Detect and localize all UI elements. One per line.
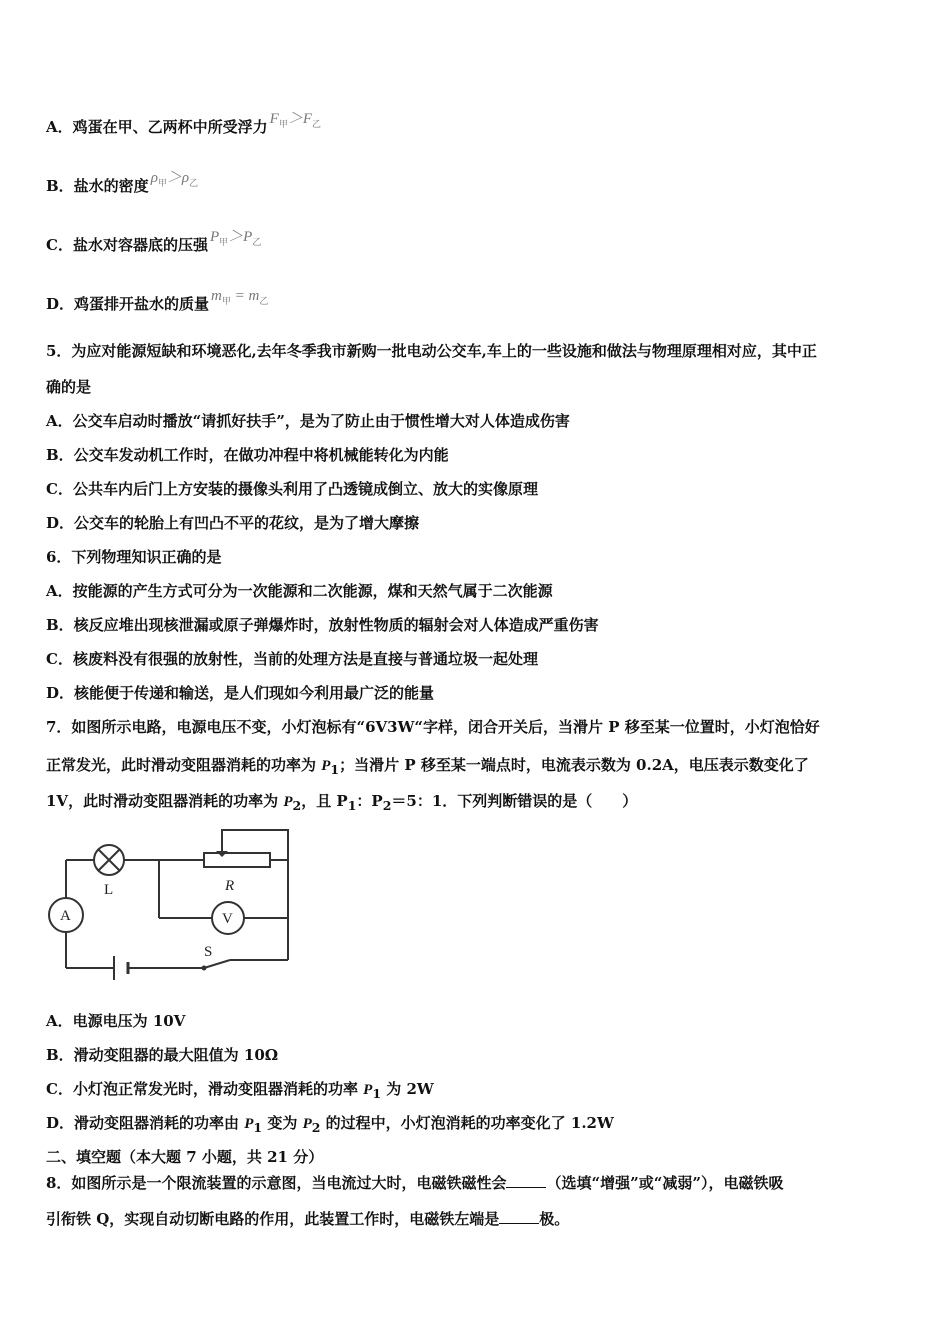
q5-option-b: B．公交车发动机工作时，在做功冲程中将机械能转化为内能: [46, 446, 449, 464]
lamp-label: L: [104, 882, 114, 898]
q6-option-b: B．核反应堆出现核泄漏或原子弹爆炸时，放射性物质的辐射会对人体造成严重伤害: [46, 616, 599, 634]
q6-stem: 6．下列物理知识正确的是: [46, 548, 222, 566]
q6-option-c: C．核废料没有很强的放射性，当前的处理方法是直接与普通垃圾一起处理: [46, 650, 538, 668]
q4-option-c-formula: $P_甲>P_乙$: [209, 229, 262, 247]
q4-option-a-formula: $F_甲>F_乙$: [269, 111, 322, 129]
q5-stem-line1: 5．为应对能源短缺和环境恶化,去年冬季我市新购一批电动公交车,车上的一些设施和做法与物理原理相对应，其中正: [46, 342, 817, 360]
q7-option-c: C．小灯泡正常发光时，滑动变阻器消耗的功率 $P_1$ 为 2W: [46, 1080, 434, 1101]
q4-option-a: A．鸡蛋在甲、乙两杯中所受浮力 $F_甲>F_乙$: [46, 111, 322, 136]
q7-option-d: D．滑动变阻器消耗的功率由 $P_1$ 变为 $P_2$ 的过程中，小灯泡消耗的功率变化了 1.2W: [46, 1114, 614, 1135]
q6-option-a: A．按能源的产生方式可分为一次能源和二次能源，煤和天然气属于二次能源: [46, 582, 553, 600]
voltmeter-label: V: [222, 911, 233, 927]
section-heading: 二、填空题（本大题 7 小题，共 21 分）: [46, 1148, 324, 1166]
resistor-label: R: [225, 878, 235, 894]
q4-option-b: B．盐水的密度 $\rho_甲>\rho_乙$: [46, 170, 199, 195]
q7-option-a: A．电源电压为 10V: [46, 1012, 186, 1030]
circuit-diagram: [44, 820, 304, 980]
q4-option-b-formula: $\rho_甲>\rho_乙$: [150, 170, 199, 188]
q5-option-d: D．公交车的轮胎上有凹凸不平的花纹，是为了增大摩擦: [46, 514, 420, 532]
q4-option-d: D．鸡蛋排开盐水的质量 $m_甲 = m_乙$: [46, 288, 269, 313]
q8-blank-2[interactable]: [499, 1211, 539, 1224]
q7-stem-line2: 正常发光，此时滑动变阻器消耗的功率为 $P_1$；当滑片 P 移至某一端点时，电流表示数为 0.2A，电压表示数变化了: [46, 756, 809, 777]
ammeter-label: A: [60, 908, 71, 924]
q7-option-b: B．滑动变阻器的最大阻值为 10Ω: [46, 1046, 279, 1064]
q5-option-a: A．公交车启动时播放“请抓好扶手”，是为了防止由于惯性增大对人体造成伤害: [46, 412, 570, 430]
q8-line2: 引衔铁 Q，实现自动切断电路的作用，此装置工作时，电磁铁左端是 极。: [46, 1210, 570, 1228]
q7-stem-line3: 1V，此时滑动变阻器消耗的功率为 $P_2$，且 $P_1$：$P_2=5$：1．下列判断错误的是（ ）: [46, 792, 638, 813]
switch-label: S: [204, 944, 213, 960]
q5-option-c: C．公共车内后门上方安装的摄像头利用了凸透镜成倒立、放大的实像原理: [46, 480, 538, 498]
resistor-icon: [204, 853, 270, 867]
q8-line1: 8．如图所示是一个限流装置的示意图，当电流过大时，电磁铁磁性会 （选填“增强”或“减弱”），电磁铁吸: [46, 1174, 784, 1192]
q4-option-c: C．盐水对容器底的压强 $P_甲>P_乙$: [46, 229, 262, 254]
q5-stem-line2: 确的是: [46, 378, 92, 396]
q4-option-d-formula: $m_甲 = m_乙$: [211, 288, 269, 306]
q8-blank-1[interactable]: [506, 1175, 546, 1188]
switch-icon: [204, 960, 230, 968]
q6-option-d: D．核能便于传递和输送，是人们现如今利用最广泛的能量: [46, 684, 435, 702]
q7-stem-line1: 7．如图所示电路，电源电压不变，小灯泡标有“6V3W“字样，闭合开关后，当滑片 P 移至某一位置时，小灯泡恰好: [46, 718, 820, 736]
